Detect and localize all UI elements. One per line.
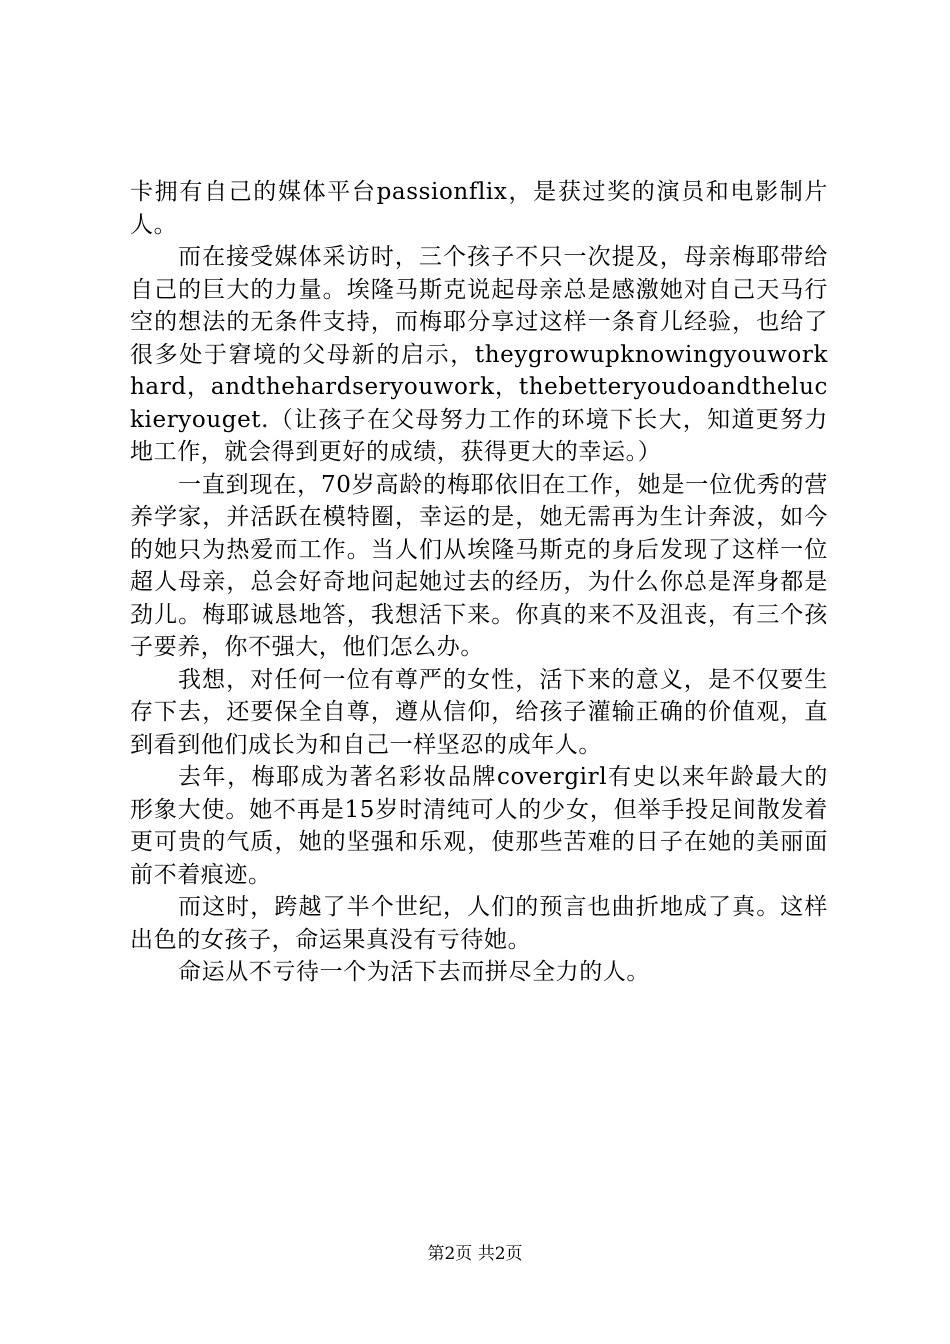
paragraph-4: 我想，对任何一位有尊严的女性，活下来的意义，是不仅要生存下去，还要保全自尊，遵从信仰，给孩子灌输正确的价值观，直到看到他们成长为和自己一样坚忍的成年人。 xyxy=(130,666,828,758)
paragraph-5: 去年，梅耶成为著名彩妆品牌covergirl有史以来年龄最大的形象大使。她不再是15岁时清纯可人的少女，但举手投足间散发着更可贵的气质，她的坚强和乐观，使那些苦难的日子在她的美丽面前不着痕迹。 xyxy=(130,764,828,888)
paragraph-2: 而在接受媒体采访时，三个孩子不只一次提及，母亲梅耶带给自己的巨大的力量。埃隆马斯克说起母亲总是感激她对自己天马行空的想法的无条件支持，而梅耶分享过这样一条育儿经验，也给了很多处于窘境的父母新的启示，theygrowupknowingyouworkhard，andthehardseryouwork，thebetteryoudoandtheluckieryouget.（让孩子在父母努力工作的环境下长大，知道更努力地工作，就会得到更好的成绩，获得更大的幸运。） xyxy=(130,244,828,465)
paragraph-6: 而这时，跨越了半个世纪，人们的预言也曲折地成了真。这样出色的女孩子，命运果真没有亏待她。 xyxy=(130,894,828,953)
paragraph-1: 卡拥有自己的媒体平台passionflix，是获过奖的演员和电影制片人。 xyxy=(130,179,828,238)
paragraph-3: 一直到现在，70岁高龄的梅耶依旧在工作，她是一位优秀的营养学家，并活跃在模特圈，幸运的是，她无需再为生计奔波，如今的她只为热爱而工作。当人们从埃隆马斯克的身后发现了这样一位超人母亲，总会好奇地问起她过去的经历，为什么你总是浑身都是劲儿。梅耶诚恳地答，我想活下来。你真的来不及沮丧，有三个孩子要养，你不强大，他们怎么办。 xyxy=(130,471,828,660)
document-body xyxy=(130,176,828,989)
page-footer: 第2页 共2页 xyxy=(427,1244,523,1264)
paragraph-7: 命运从不亏待一个为活下去而拼尽全力的人。 xyxy=(178,959,650,985)
